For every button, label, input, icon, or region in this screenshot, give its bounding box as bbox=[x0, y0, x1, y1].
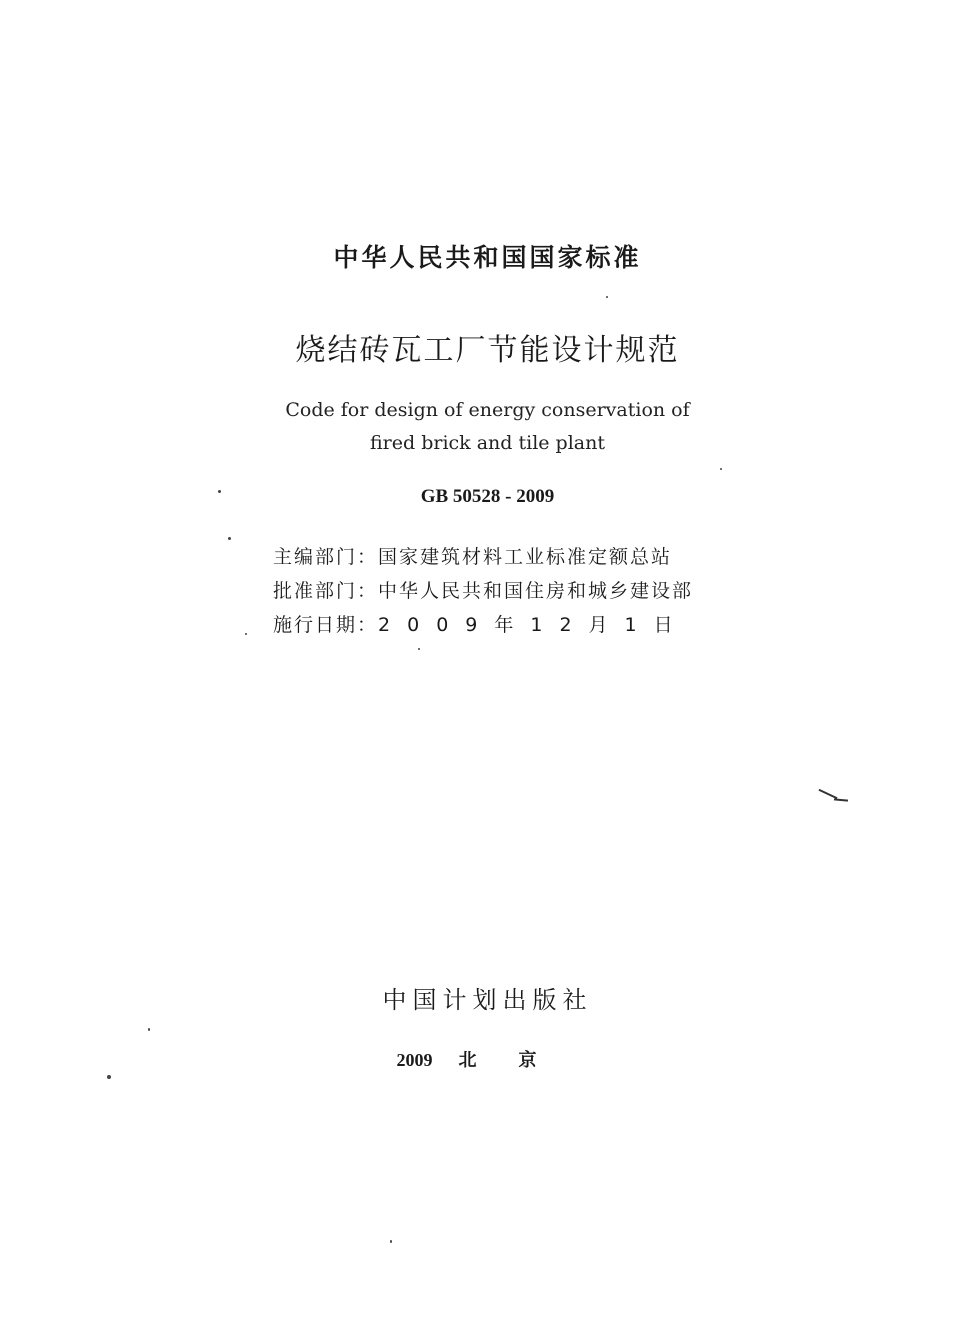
publication-city: 北京 bbox=[458, 1050, 579, 1071]
scan-speck bbox=[606, 296, 608, 298]
approver-value: 中华人民共和国住房和城乡建设部 bbox=[378, 580, 694, 602]
scan-mark bbox=[834, 798, 848, 801]
series-title: 中华人民共和国国家标准 bbox=[333, 243, 642, 272]
editor-label: 主编部门： bbox=[273, 546, 379, 568]
standard-code: GB 50528 - 2009 bbox=[420, 486, 555, 507]
scan-speck bbox=[390, 1240, 392, 1243]
publisher-name: 中国计划出版社 bbox=[382, 986, 593, 1014]
scan-speck bbox=[218, 490, 221, 493]
title-english bbox=[0, 394, 975, 460]
approver-row bbox=[273, 574, 693, 608]
effective-date-label: 施行日期： bbox=[273, 614, 379, 636]
publication-year: 2009 bbox=[396, 1050, 433, 1070]
effective-date-value: 2009年12月1日 bbox=[378, 614, 690, 636]
scan-speck bbox=[245, 633, 247, 635]
effective-date-row bbox=[273, 608, 693, 642]
title-chinese: 烧结砖瓦工厂节能设计规范 bbox=[295, 333, 680, 368]
metadata-block bbox=[273, 540, 693, 642]
scan-speck bbox=[720, 468, 722, 470]
publication-place bbox=[0, 1046, 975, 1072]
scan-speck bbox=[148, 1028, 150, 1031]
scan-speck bbox=[228, 537, 231, 540]
approver-label: 批准部门： bbox=[273, 580, 379, 602]
editor-value: 国家建筑材料工业标准定额总站 bbox=[378, 546, 673, 568]
editor-row bbox=[273, 540, 693, 574]
title-english-line-2: fired brick and tile plant bbox=[370, 432, 605, 454]
scan-speck bbox=[107, 1075, 111, 1079]
scan-speck bbox=[418, 648, 420, 650]
title-english-line-1: Code for design of energy conservation of bbox=[285, 399, 690, 421]
